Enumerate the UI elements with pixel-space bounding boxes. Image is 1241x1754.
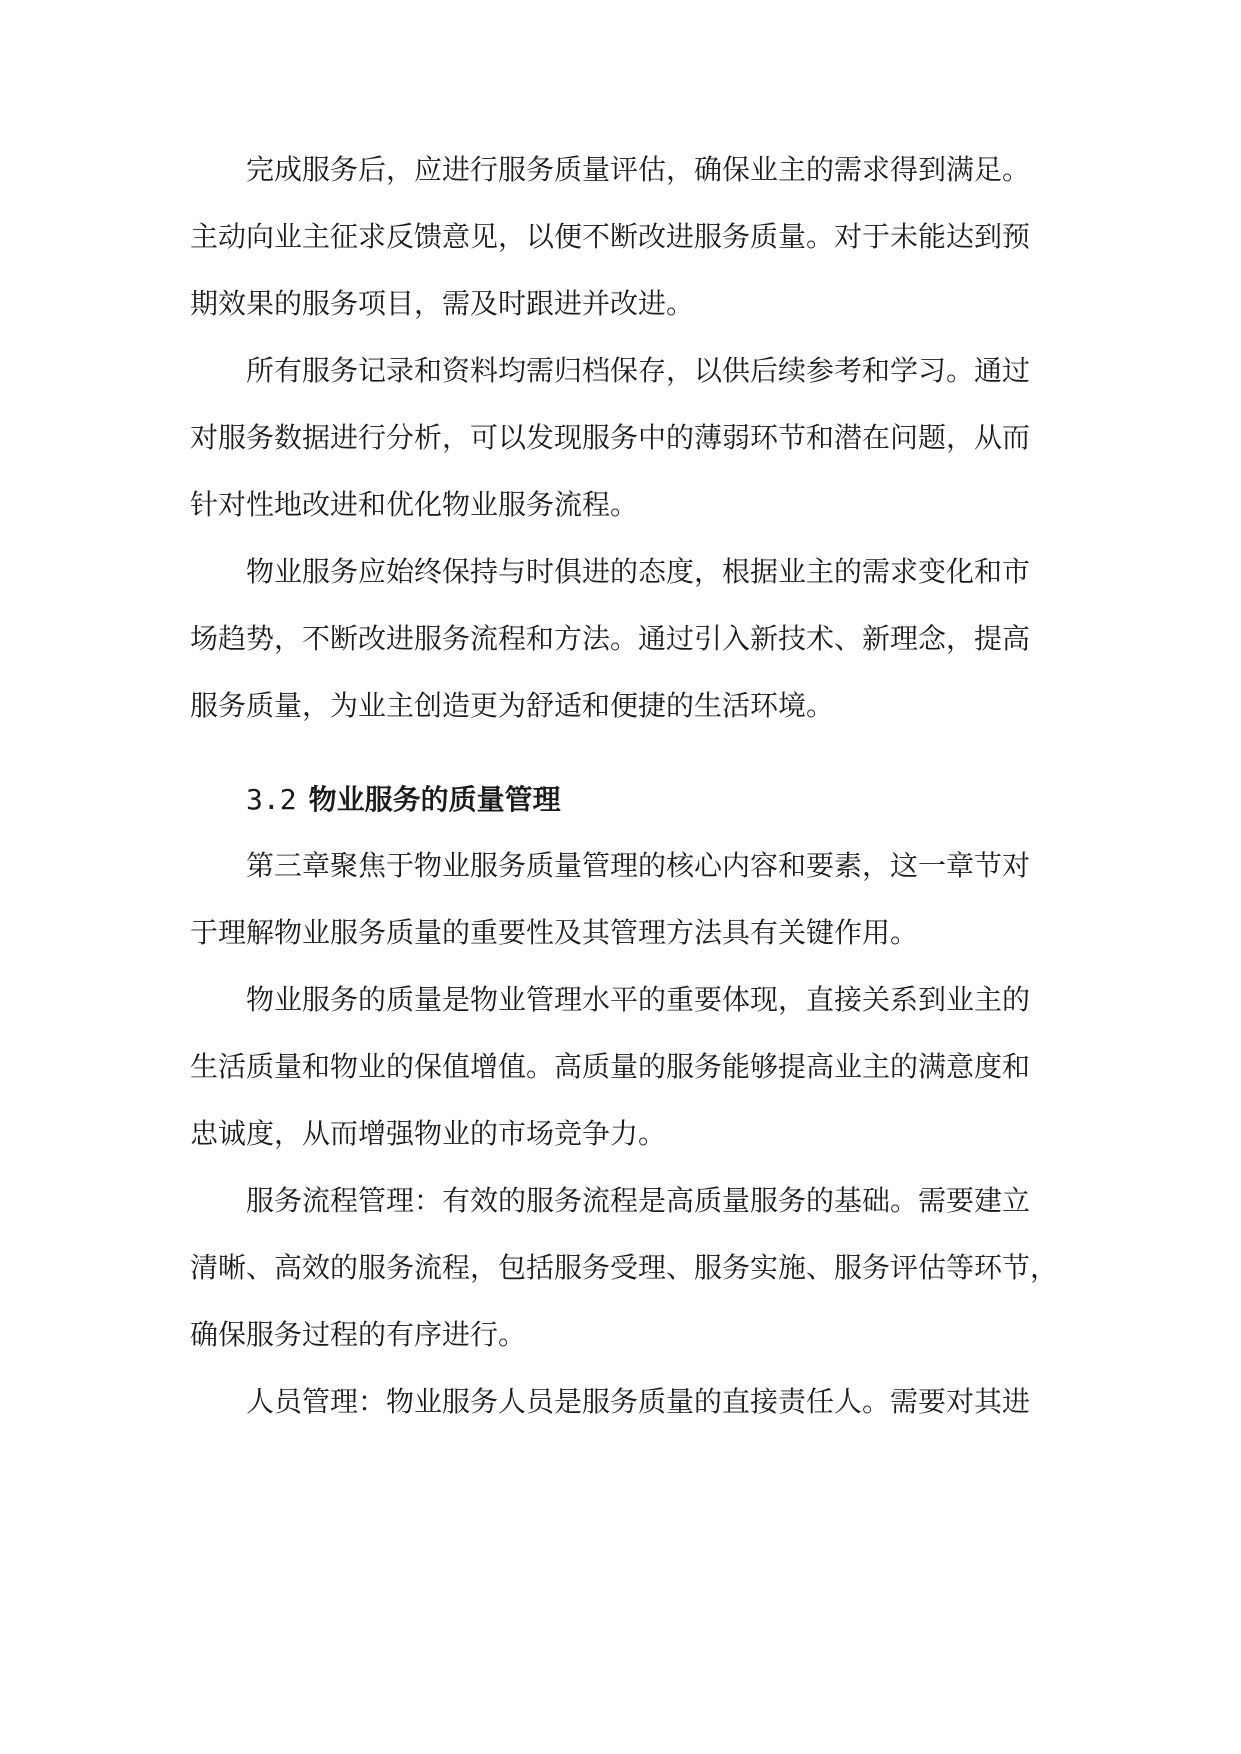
section-title: 物业服务的质量管理 — [308, 783, 561, 816]
section-paragraph-2-line-3: 忠诚度，从而增强物业的市场竞争力。 — [190, 1117, 667, 1150]
section-heading — [246, 782, 561, 818]
paragraph-2-line-3: 针对性地改进和优化物业服务流程。 — [190, 488, 639, 521]
paragraph-3-line-1: 物业服务应始终保持与时俱进的态度，根据业主的需求变化和市 — [246, 555, 1031, 588]
section-paragraph-4-line-1: 人员管理：物业服务人员是服务质量的直接责任人。需要对其进 — [246, 1385, 1031, 1418]
section-paragraph-3-line-2: 清晰、高效的服务流程，包括服务受理、服务实施、服务评估等环节， — [190, 1251, 1059, 1284]
paragraph-1-line-3: 期效果的服务项目，需及时跟进并改进。 — [190, 287, 695, 320]
section-paragraph-1-line-2: 于理解物业服务质量的重要性及其管理方法具有关键作用。 — [190, 916, 919, 949]
paragraph-2-line-2: 对服务数据进行分析，可以发现服务中的薄弱环节和潜在问题，从而 — [190, 421, 1031, 454]
section-paragraph-3-line-1: 服务流程管理：有效的服务流程是高质量服务的基础。需要建立 — [246, 1184, 1031, 1217]
paragraph-1-line-2: 主动向业主征求反馈意见，以便不断改进服务质量。对于未能达到预 — [190, 220, 1031, 253]
section-paragraph-3-line-3: 确保服务过程的有序进行。 — [190, 1318, 527, 1351]
paragraph-3-line-2: 场趋势，不断改进服务流程和方法。通过引入新技术、新理念，提高 — [190, 622, 1031, 655]
paragraph-2-line-1: 所有服务记录和资料均需归档保存，以供后续参考和学习。通过 — [246, 354, 1031, 387]
paragraph-1-line-1: 完成服务后，应进行服务质量评估，确保业主的需求得到满足。 — [246, 153, 1031, 186]
section-paragraph-2-line-1: 物业服务的质量是物业管理水平的重要体现，直接关系到业主的 — [246, 983, 1031, 1016]
section-paragraph-2-line-2: 生活质量和物业的保值增值。高质量的服务能够提高业主的满意度和 — [190, 1050, 1031, 1083]
paragraph-3-line-3: 服务质量，为业主创造更为舒适和便捷的生活环境。 — [190, 689, 835, 722]
section-number: 3.2 — [246, 783, 297, 816]
section-paragraph-1-line-1: 第三章聚焦于物业服务质量管理的核心内容和要素，这一章节对 — [246, 849, 1031, 882]
